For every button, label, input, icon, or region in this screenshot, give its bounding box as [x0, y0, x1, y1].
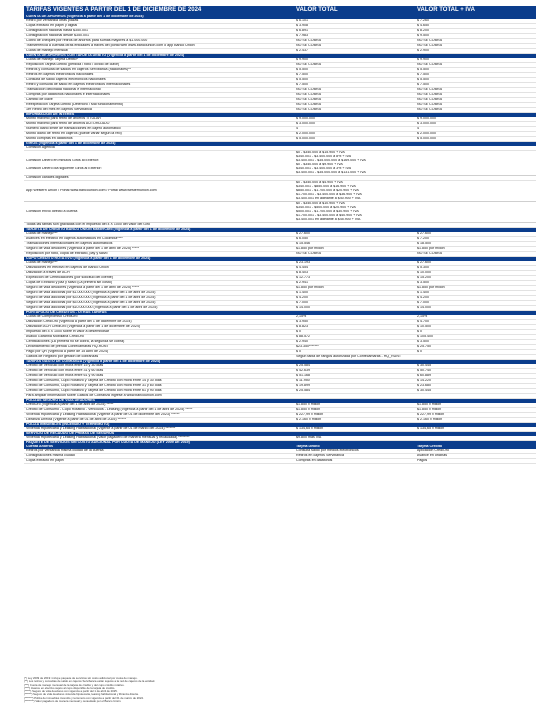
- concept-cell: Vivienda Hipotecaria y Leasing Habitacional (Vigente a partir de 01 de marzo del 2024) *******: [24, 427, 294, 432]
- footnote-line: (**) Los retiros y consultas de saldo en cajeros Servibanca están sujetos a la red de cajeros de la entidad.: [24, 680, 156, 684]
- concept-cell: Crédito de Consumo, Cupo Rotativo y Tarjeta de Crédito con mora entre 31 y 60 días: [24, 384, 294, 389]
- value-iva-cell: 4: [415, 127, 536, 132]
- value-cell: Consulta saldo por medios electrónicos: [294, 449, 415, 454]
- concept-cell: Seguro de vida deudores (Vigencia a partir del 1 de abril de 2025) *****: [24, 247, 294, 252]
- concept-cell: Utilización a través de ACH: [24, 271, 294, 276]
- commission-range: $3.400.001 en adelante a $40.900 + IVA: [294, 197, 536, 202]
- concept-cell: Cuenta Ahorros: [24, 445, 294, 449]
- value-cell: $ 8.403: [294, 271, 415, 276]
- concept-cell: 1er Retiro del mes en cajeros Servibanca: [24, 108, 294, 113]
- value-iva-cell: $ 10.000: [415, 271, 536, 276]
- value-iva-cell: $1.850 x millón: [415, 408, 536, 413]
- commission-concept: Comisión Dinero en minutos Giros al Exterior:: [26, 159, 99, 163]
- value-iva-cell: $ 0: [415, 350, 536, 355]
- section-title: GIROS (Vigencia a partir del 1 de diciembre de 2024): [24, 142, 536, 147]
- value-cell: $ 6.050: [294, 237, 415, 242]
- value-cell: $ 51.168: [294, 374, 415, 379]
- concept-cell: Reposición Tarjeta Débito (pérdida / robo / olvido de clave): [24, 63, 294, 68]
- value-iva-cell: $ 50.740: [415, 369, 536, 374]
- concept-cell: Retiro por ventanilla otras plazas: [24, 19, 294, 24]
- section-title: CUPO CRÉDITO ROTATIVO (Vigencia a partir del 1 de diciembre de 2024): [24, 257, 536, 262]
- concept-cell: Avalúo Garantía Mobiliaria CrediOro: [24, 335, 294, 340]
- concept-cell: Reposición por robo, copia de extracto, pay y salvo: [24, 252, 294, 257]
- concept-cell: Utilización CrediOro (Vigencia a partir del 1 de diciembre de 2024): [24, 320, 294, 325]
- value-cell: NO SE COBRA: [294, 98, 415, 103]
- value-cell: $ 2.940: [294, 340, 415, 345]
- concept-cell: Número diario límite de transacciones en cajero automático: [24, 127, 294, 132]
- header-concept: TARIFAS VIGENTES A PARTIR DEL 1 DE DICIEMBRE DE 2024: [24, 6, 294, 15]
- concept-cell: Consignación nacional hasta $350.001: [24, 29, 294, 34]
- value-cell: $ 3.950: [294, 320, 415, 325]
- value-iva-cell: $ 1.400: [415, 291, 536, 296]
- footnote-line: (***) Cuota de manejo mensual de la tarjeta de crédito y del cupo crédito rotativo.: [24, 683, 125, 687]
- concept-cell: Transferencia a cuentas otras entidades a través del portal web www.bancounion.com o app Banco Unión: [24, 44, 294, 49]
- concept-cell: Retiros y consulta de saldos en cajeros Servibanca (nacionales)**: [24, 68, 294, 73]
- value-iva-cell: $ 7.260: [415, 19, 536, 24]
- value-cell: $ 88.572: [294, 335, 415, 340]
- section-title: PÓLIZA INMUEBLES (INCENDIO Y TERREMOTO): [24, 423, 536, 428]
- value-iva-cell: $1.850 por millón: [415, 286, 536, 291]
- commission-concept: Comisión Dinero día siguiente Giros al Exterior:: [26, 167, 102, 171]
- value-iva-cell: $ 25.750: [415, 345, 536, 350]
- value-iva-cell: $ 5.500: [415, 78, 536, 83]
- value-cell: $ 11.950: [294, 379, 415, 384]
- value-iva-cell: NO SE COBRA: [415, 98, 536, 103]
- value-iva-cell: $ 7.500: [415, 83, 536, 88]
- concept-cell: Crédito de Vehículo con mora entre 61 y 90 días: [24, 374, 294, 379]
- commission-range: $0 - $340.000 a $9.900 + IVA: [296, 163, 343, 167]
- concept-cell: Utilizaciones en efectivo en cajeros de Banco Unión: [24, 266, 294, 271]
- value-iva-cell: $ 4.650: [415, 24, 536, 29]
- concept-cell: Impuesto del 4 X 1000 sobre el valor a desembolsar: [24, 330, 294, 335]
- value-iva-cell: $ 60.889: [415, 374, 536, 379]
- value-cell: $ 1.400: [294, 291, 415, 296]
- commission-concept: Comisión envío directo a cuenta: [26, 210, 78, 214]
- concept-cell: Certificaciones (La primera no se cobra, la segunda se cobra): [24, 340, 294, 345]
- value-cell: NO SE COBRA: [294, 39, 415, 44]
- concept-cell: Cuota de manejo***: [24, 232, 294, 237]
- section-title: TARIFAS GASTO DE COBRANZA (Vigencia a partir del 1 de diciembre de 2024): [24, 360, 536, 365]
- commission-range: $340.001 - $3.400.000 a 8% + IVA: [296, 155, 351, 159]
- value-cell: $1.850 x millón: [294, 403, 415, 408]
- value-iva-cell: $ 23.680: [415, 384, 536, 389]
- value-iva-cell: $ 27.600: [415, 232, 536, 237]
- concept-cell: Cuota de Compromiso CrediOro: [24, 315, 294, 320]
- value-cell: $ 6.101: [294, 19, 415, 24]
- concept-cell: Copia de Extracto y paz y salvo (La primera sin costo): [24, 281, 294, 286]
- concept-cell: Copia extracto en papel: [24, 459, 294, 464]
- concept-cell: Crédito de Vehículo con mora entre 15 y 30 días: [24, 364, 294, 369]
- value-iva-cell: NO SE COBRA: [415, 108, 536, 113]
- concept-cell: Crédito de Vehículo con mora entre 31 y 60 días: [24, 369, 294, 374]
- commission-range: $500.001 - $1.700.000 a $30.900 + IVA: [296, 210, 359, 214]
- value-cell: $ 6.891: [294, 29, 415, 34]
- value-iva-cell: $ 27.600: [415, 261, 536, 266]
- value-cell: Compras en datáfonos: [294, 459, 415, 464]
- value-cell: $ 9.900: [294, 58, 415, 63]
- concept-cell: Seguro de vida adicional por $3.000.000 (Vigencia a partir del 1 de abril de 2025): [24, 296, 294, 301]
- commission-range: $1.700.001 - $3.400.000 a $36.900 + IVA: [296, 193, 362, 197]
- concept-cell: CrediOro (Vigencia a partir del 1 de abril de 2025) *****: [24, 403, 294, 408]
- value-iva-cell: $ 7.000: [415, 301, 536, 306]
- value-cell: $ 9.000.000: [294, 117, 415, 122]
- value-iva-cell: $ 7.200: [415, 237, 536, 242]
- value-cell: Según tabla de rangos autorizada por Confecámaras - HQ_RUNT: [294, 355, 415, 360]
- concept-cell: Cuota de manejo mensual: [24, 49, 294, 54]
- commission-range: $0 - $340.000 a $15.900 + IVA: [296, 150, 345, 155]
- header-valor: VALOR TOTAL: [294, 6, 415, 15]
- section-title: CUENTA DE AHORROS CON TARJETA DÉBITO (Vigencia a partir del 1 de diciembre de 2024): [24, 54, 536, 59]
- commission-range: $340.001 - $850.000 a $16.900 + IVA: [296, 185, 356, 189]
- value-cell: $ 3.908: [294, 24, 415, 29]
- value-cell: $ 7.500: [294, 73, 415, 78]
- concept-cell: Seguro de vida adicional por $10.000.000 (Vigencia a partir del 1 de abril de 2025): [24, 306, 294, 311]
- value-cell: $ 25.584: [294, 389, 415, 394]
- value-iva-cell: $ 2.160 x millón: [415, 418, 536, 423]
- value-iva-cell: $ 2.000.000: [415, 132, 536, 137]
- commission-range: $850.001 - $1.700.000 a $20.900 + IVA: [296, 189, 359, 193]
- value-cell: $ 15.546: [294, 242, 415, 247]
- concept-cell: Monto máximo para retiro de ahorros AUTORIZADO: [24, 122, 294, 127]
- value-iva-cell: $ 30.445: [415, 389, 536, 394]
- value-cell: $23.350*******: [294, 345, 415, 350]
- value-cell: $ 7.000: [294, 301, 415, 306]
- value-cell: Retiros en cajeros Servibanca: [294, 454, 415, 459]
- value-cell: $ 4.200: [294, 296, 415, 301]
- value-cell: $ 42.639: [294, 369, 415, 374]
- section-title: INFORMACIÓN DE INTERÉS: [24, 113, 536, 118]
- concept-cell: Copia extracto en papel y digital: [24, 24, 294, 29]
- table-row: [24, 459, 536, 464]
- value-cell: NO SE COBRA: [294, 44, 415, 49]
- value-cell: $ 3.000.000: [294, 122, 415, 127]
- value-cell: 2,15%: [294, 315, 415, 320]
- concept-cell: Seguro de vida adicional por $1.000.000 (Vigencia a partir del 1 de abril de 2025): [24, 291, 294, 296]
- header-valor-iva: VALOR TOTAL + IVA: [415, 6, 536, 15]
- value-cell: $ 2.000.000: [294, 132, 415, 137]
- value-iva-cell: $ 134,65 x millón: [415, 427, 536, 432]
- value-iva-cell: $ 10.500: [415, 325, 536, 330]
- concept-cell: Gastos de Registro por gestión de cobranzas: [24, 355, 294, 360]
- footnote-line: (********) Valor pagadero de manera mensual y recaudado por el Banco Unión.: [24, 700, 122, 704]
- value-cell: $ 0: [294, 330, 415, 335]
- commission-range: $3.400.001 - $35.000.000 a $169.000 + IVA: [296, 159, 366, 163]
- concept-cell: Retiro y consulta de saldo en cajeros electrónicos internacionales: [24, 83, 294, 88]
- concept-cell: Monto diario de retiro en cajeros (puede variar según la red): [24, 132, 294, 137]
- concept-cell: Pago por QR (Vigencia a partir de 15 Abril de 2024): [24, 350, 294, 355]
- value-iva-cell: Avance en oficinas: [415, 454, 536, 459]
- value-iva-cell: $ 3.000.000: [415, 122, 536, 127]
- value-cell: $ 134,65 x millón: [294, 427, 415, 432]
- value-iva-cell: Aplicación CrediOro: [415, 449, 536, 454]
- value-iva-cell: $ 15.200: [415, 276, 536, 281]
- commission-range: $0 - $340.000 a $10.900 + IVA: [296, 201, 345, 206]
- concept-cell: Consignaciones misma ciudad: [24, 454, 294, 459]
- concept-cell: Crédito de Consumo - Cupo Rotativo - Vehículos - Leasing (Vigencia a partir del 1 de abril de 2025) *****: [24, 408, 294, 413]
- concept-cell: Levantamiento de prenda Confecámaras HQ-RUNT: [24, 345, 294, 350]
- value-iva-cell: $ 3.500: [415, 281, 536, 286]
- value-cell: $ 12.773: [294, 276, 415, 281]
- table-header-row: [24, 6, 536, 15]
- value-iva-cell: NO SE COBRA: [415, 44, 536, 49]
- concept-cell: Utilización ACH CrediOro (Vigencia a partir del 1 de diciembre de 2024): [24, 325, 294, 330]
- value-cell: $ 27.600: [294, 232, 415, 237]
- concept-cell: Transacción declinada nacional e internacional: [24, 88, 294, 93]
- concept-cell: Expedición de Certificaciones (por solicitud del cliente): [24, 276, 294, 281]
- value-cell: $ 8.823: [294, 325, 415, 330]
- concept-cell: Para ampliar información sobre Gastos de Cobranza ingrese a www.bancounion.com: [24, 394, 294, 399]
- concept-cell: Vivienda Hipotecaria y Leasing Habitacional (Valor pagadero de manera mensual y recaudada) ********: [24, 436, 294, 441]
- value-iva-cell: Pagos: [415, 459, 536, 464]
- value-iva-cell: $ 9.000.000: [415, 117, 536, 122]
- value-iva-cell: $ 5.300: [415, 266, 536, 271]
- value-cell: 4: [294, 127, 415, 132]
- value-iva-cell: $ 18.500: [415, 242, 536, 247]
- value-cell: $ 19.899: [294, 384, 415, 389]
- commission-concept: App Western Union / Portal www.bancounion.com / Portal www.westernunion.com: [26, 189, 157, 193]
- concept-cell: Compras por datafonos nacionales e internacionales: [24, 93, 294, 98]
- commission-range: $3.400.001 - $35.000.000 a $131.000 + IVA: [294, 171, 536, 176]
- concept-cell: Transacciones internacionales en cajeros automáticos: [24, 242, 294, 247]
- section-title: TARJETA DE CRÉDITO BANCO UNIÓN MasterCard (Vigencia a partir del 1 de diciembre de 2024): [24, 228, 536, 233]
- value-cell: $1.850 por millón: [294, 247, 415, 252]
- commission-range: $340.001 - $3.400.000 a 3% + IVA: [296, 167, 351, 171]
- footnotes: [24, 677, 536, 703]
- value-cell: $ 0: [294, 350, 415, 355]
- section-title: PORTAFOLIO DE CRÉDITOS - OTRAS TARIFAS: [24, 311, 536, 316]
- value-cell: $1.850 por millón: [294, 286, 415, 291]
- concept-cell: Cuota de manejo Tarjeta Débito*: [24, 58, 294, 63]
- value-cell: Tarjeta Débito: [294, 445, 415, 449]
- concept-cell: Vivienda Hipotecaria y Leasing Habitacional (Vigente a partir de 01 de diciembre del 2023) ******: [24, 413, 294, 418]
- value-cell: $1.850 x millón: [294, 408, 415, 413]
- commission-range: $1.700.001 - $3.400.000 a $40.900 + IVA: [296, 214, 362, 218]
- value-iva-cell: 2,15%: [415, 315, 536, 320]
- section-title: SERVICIO DE RECAUDO DE PRIMAS DE SEGUROS: [24, 432, 536, 437]
- concept-cell: Seguro de vida deudores (Vigencia a partir del 1 de abril de 2025) *****: [24, 286, 294, 291]
- value-cell: $ 5.500: [294, 68, 415, 73]
- value-cell: $ 7.500: [294, 83, 415, 88]
- value-iva-cell: $1.850 x millón: [415, 403, 536, 408]
- value-cell: NO SE COBRA: [294, 103, 415, 108]
- value-iva-cell: $ 8.200: [415, 29, 536, 34]
- value-cell: $ 4.454: [294, 266, 415, 271]
- concept-cell: Crédito de Consumo, Cupo Rotativo y Tarjeta de Crédito con mora entre 14 y 30 días: [24, 379, 294, 384]
- commission-range: $340.001 - $500.000 a $20.900 + IVA: [296, 206, 356, 210]
- value-cell: $ 227,99 x millón: [294, 413, 415, 418]
- value-cell: NO SE COBRA: [294, 88, 415, 93]
- section-title: PÓLIZAS SEGURO DE VIDA DEUDORES: [24, 399, 536, 404]
- value-cell: $ 14.000: [294, 306, 415, 311]
- footnote-line: (*) Ley 2009 de 2019: incluye paquete de servicios sin costo adicional por cuota de manejo.: [24, 677, 138, 680]
- concept-cell: Cambio de clave: [24, 98, 294, 103]
- value-iva-cell: $ 2.900: [415, 49, 536, 54]
- value-iva-cell: Tarjeta Crédito: [415, 445, 536, 449]
- concept-cell: Consulta de saldo cajeros electrónicos nacionales: [24, 78, 294, 83]
- value-cell: NO SE COBRA: [294, 108, 415, 113]
- footnote-line: (*****) Seguro de vida deudores con vigencia a partir del 1 de abril de 2025.: [24, 690, 118, 694]
- value-iva-cell: NO SE COBRA: [415, 39, 536, 44]
- concept-cell: Retiros por ventanilla misma ciudad de la cuenta: [24, 449, 294, 454]
- value-iva-cell: $ 9.500: [415, 34, 536, 39]
- value-cell: $ 2.941: [294, 281, 415, 286]
- value-iva-cell: $ 9.900: [415, 58, 536, 63]
- footnote-line: (******) Seguro de vida deudores vivienda hipotecaria, leasing habitacional y libranza directa.: [24, 693, 139, 697]
- value-iva-cell: $ 5.000.000: [415, 137, 536, 142]
- value-cell: NO SE COBRA: [294, 252, 415, 257]
- value-cell: $ 5.500: [294, 78, 415, 83]
- value-iva-cell: NO SE COBRA: [415, 252, 536, 257]
- value-iva-cell: $ 4.200: [415, 296, 536, 301]
- value-iva-cell: $ 105.400: [415, 335, 536, 340]
- value-iva-cell: NO SE COBRA: [415, 103, 536, 108]
- concept-cell: Cobro de cheques por retiros de ahorros para sumas mayores a $1.000.000: [24, 39, 294, 44]
- value-iva-cell: $ 14.000: [415, 306, 536, 311]
- value-iva-cell: NO SE COBRA: [415, 63, 536, 68]
- value-cell: $ 2.437: [294, 49, 415, 54]
- concept-cell: Seguro de vida adicional por $5.000.000 (Vigencia a partir del 1 de abril de 2025): [24, 301, 294, 306]
- concept-cell: Consignación nacional desde $350.001: [24, 34, 294, 39]
- footnote-line: (****) Avance en efectivo sujeto al cupo disponible de la tarjeta de crédito.: [24, 686, 116, 690]
- value-cell: $ 23.193: [294, 261, 415, 266]
- concept-cell: Libranza Directa (Vigente a partir de 01 de abril de 2025) ******: [24, 418, 294, 423]
- value-iva-cell: $ 4.700: [415, 320, 536, 325]
- value-iva-cell: $ 227,99 x millón: [415, 413, 536, 418]
- concept-cell: Reexpedición Tarjeta Débito (Deterioro / Mal funcionamiento): [24, 103, 294, 108]
- value-cell: $ 2.160 x millón: [294, 418, 415, 423]
- value-iva-cell: $ 3.500: [415, 340, 536, 345]
- value-cell: $9.800 más IVA: [294, 436, 415, 441]
- concept-cell: Crédito de Consumo, Cupo Rotativo y Tarjeta de Crédito con mora entre 61 y 90 días: [24, 389, 294, 394]
- section-title: CUENTA DE AHORROS (Vigencia a partir del 1 de diciembre de 2024): [24, 15, 536, 19]
- commission-range: $3.400.001 en adelante a $45.900 + IVA: [294, 218, 536, 223]
- footnote-line: (*******) Póliza de inmuebles incendio y terremoto con vigencia a partir del 01 de marzo de 2024.: [24, 696, 144, 700]
- section-title: PAQUETE DE SERVICIOS SIN COSTO ADICIONAL POR CUOTA DE MANEJO (LEY 2009 DE 2019): [24, 441, 536, 446]
- value-iva-cell: NO SE COBRA: [415, 93, 536, 98]
- value-iva-cell: $ 0: [415, 330, 536, 335]
- concept-cell: Cuota de manejo***: [24, 261, 294, 266]
- concept-cell: Todas las tarifas son gravadas con el impuesto del 4 X 1000 del valor del Giro: [24, 223, 294, 228]
- value-iva-cell: $ 30.445: [415, 364, 536, 369]
- concept-cell: Comisión Agencia: [24, 146, 294, 151]
- value-cell: $ 7.983: [294, 34, 415, 39]
- concept-cell: Retiros en cajeros electrónicos nacionales: [24, 73, 294, 78]
- value-cell: $ 25.584: [294, 364, 415, 369]
- concept-cell: Monto máximo para retiro de ahorros TITULAR: [24, 117, 294, 122]
- value-cell: $ 5.000.000: [294, 137, 415, 142]
- concept-cell: Comisión canales digitales: [24, 176, 294, 181]
- value-iva-cell: NO SE COBRA: [415, 88, 536, 93]
- value-cell: NO SE COBRA: [294, 63, 415, 68]
- value-cell: NO SE COBRA: [294, 93, 415, 98]
- commission-range: $0 - $340.000 a $4.900 + IVA: [296, 180, 343, 185]
- value-iva-cell: $ 14.220: [415, 379, 536, 384]
- tariffs-table: [24, 6, 536, 464]
- value-iva-cell: $ 7.500: [415, 73, 536, 78]
- tariff-sheet: [24, 6, 536, 464]
- value-iva-cell: $ 5.500: [415, 68, 536, 73]
- concept-cell: Avances en efectivo en cajeros automáticos en Colombia****: [24, 237, 294, 242]
- concept-cell: Monto compras en datáfonos: [24, 137, 294, 142]
- value-iva-cell: $1.850 por millón: [415, 247, 536, 252]
